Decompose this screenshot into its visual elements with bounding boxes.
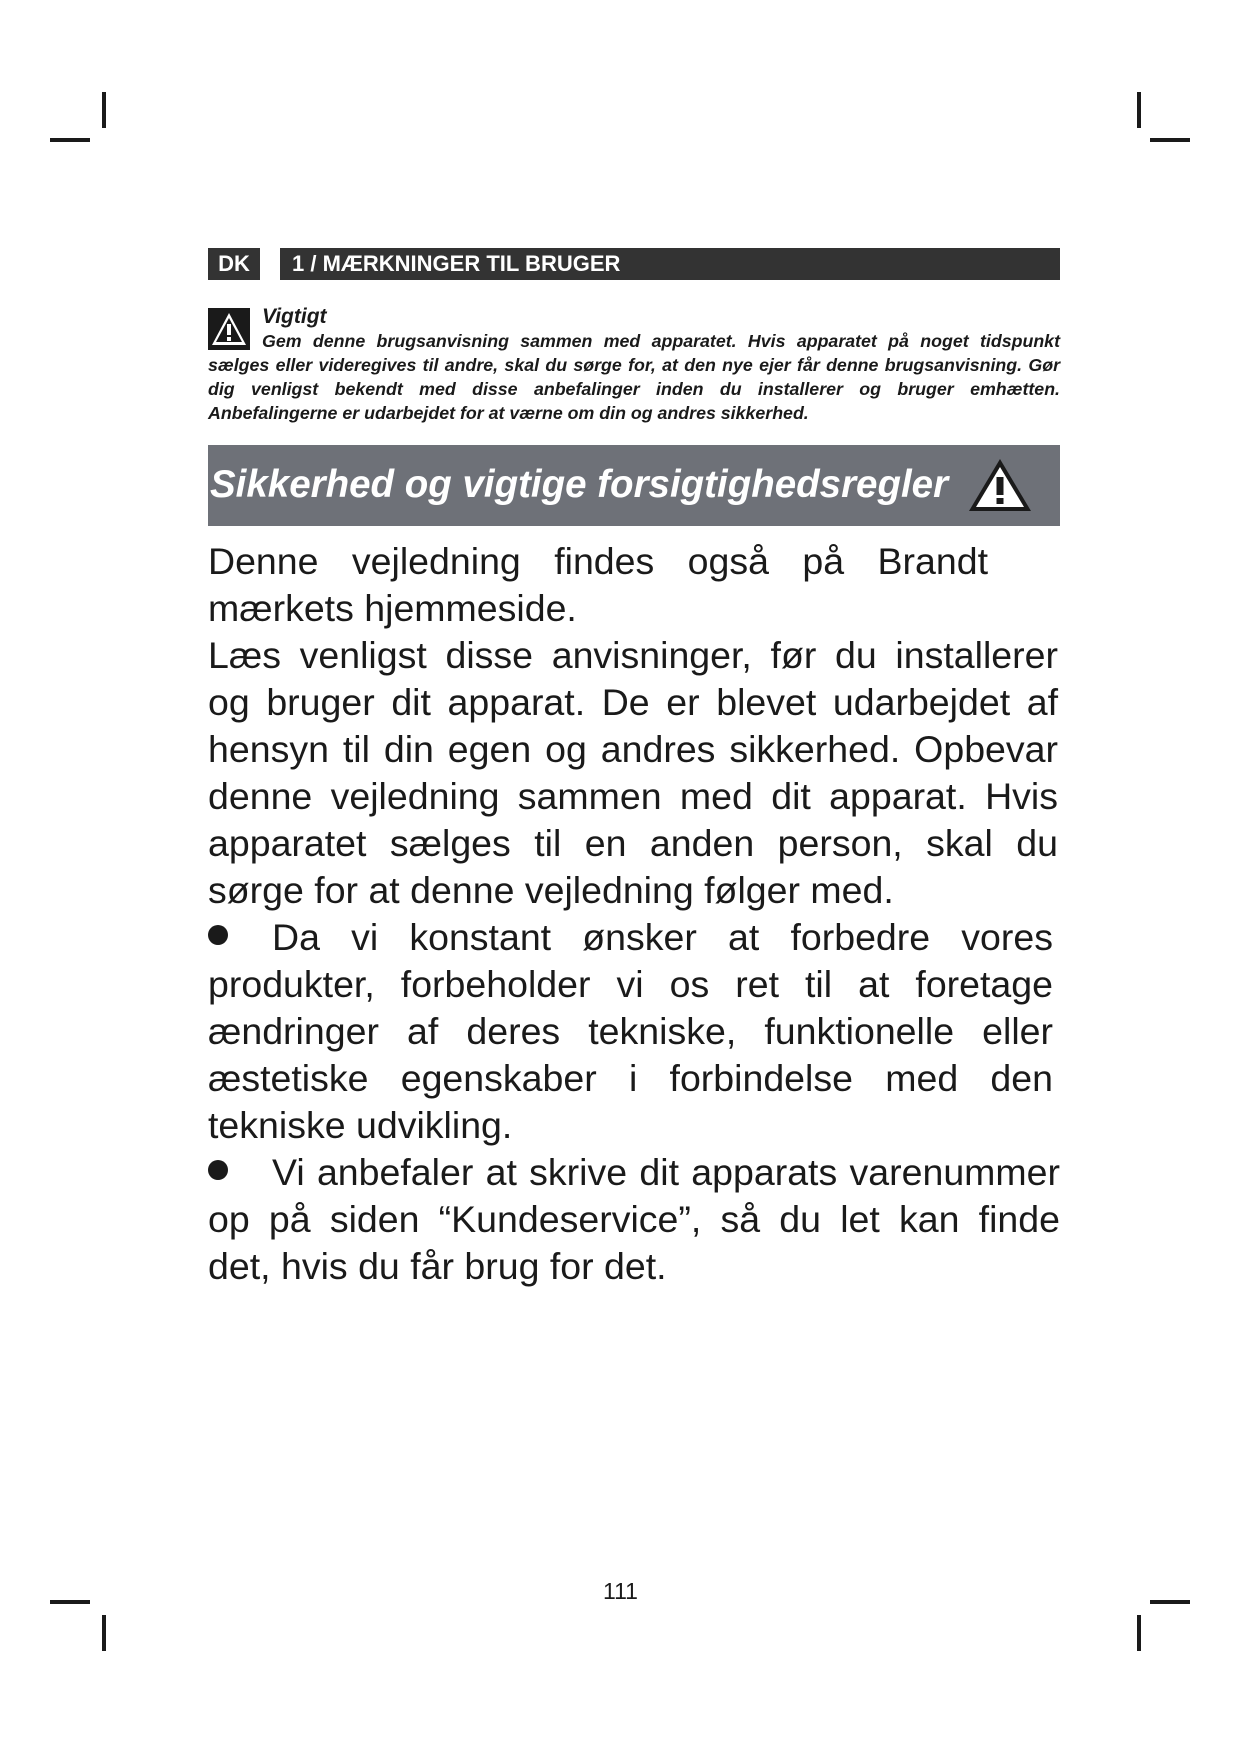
bullet-icon <box>208 925 228 945</box>
safety-title: Sikkerhed og vigtige forsigtighedsregler <box>210 463 949 506</box>
warning-triangle-icon <box>966 456 1034 514</box>
bullet-product-changes <box>208 914 1053 1149</box>
bullet-icon <box>208 1160 228 1180</box>
crop-mark-top-right-horizontal <box>1150 138 1190 142</box>
important-title: Vigtigt <box>262 305 327 328</box>
crop-mark-top-right-vertical <box>1137 92 1141 128</box>
section-title: 1 / MÆRKNINGER TIL BRUGER <box>280 248 1060 280</box>
crop-mark-top-left-horizontal <box>50 138 90 142</box>
section-header <box>208 248 1060 280</box>
paragraph-instructions: Læs venligst disse anvisninger, før du installerer og bruger dit apparat. De er blevet udarbejdet af hensyn til din egen og andres sikkerhed. Opbevar denne vejledning sammen med dit apparat. Hvis apparatet sælges til en anden person, skal du sørge for at denne vejledning følger med. <box>208 634 1058 911</box>
safety-banner <box>208 445 1060 526</box>
paragraph-website: Denne vejledning findes også på Brandt mærkets hjemmeside. <box>208 540 988 629</box>
important-text: Gem denne brugsanvisning sammen med apparatet. Hvis apparatet på noget tidspunkt sælges eller videregives til andre, skal du sørge for, at den nye ejer får denne brugsanvisning. Gør dig venligst bekendt med disse anbefalinger inden du installerer og bruger emhætten. Anbefalingerne er udarbejdet for at værne om din og andres sikkerhed. <box>208 331 1060 423</box>
bullet-text: Vi anbefaler at skrive dit apparats varenummer op på siden “Kundeservice”, så du let kan finde det, hvis du får brug for det. <box>208 1151 1060 1287</box>
page-number: 111 <box>603 1578 638 1604</box>
language-badge: DK <box>208 248 260 280</box>
bullet-text: Da vi konstant ønsker at forbedre vores produkter, forbeholder vi os ret til at foretage ændringer af deres tekniske, funktionelle eller æstetiske egenskaber i forbindelse med den tekniske udvikling. <box>208 916 1053 1146</box>
crop-mark-bottom-left-vertical <box>102 1615 106 1651</box>
bullet-customer-service <box>208 1149 1060 1290</box>
crop-mark-bottom-right-vertical <box>1137 1615 1141 1651</box>
crop-mark-top-left-vertical <box>102 92 106 128</box>
body-content <box>208 538 1068 1290</box>
